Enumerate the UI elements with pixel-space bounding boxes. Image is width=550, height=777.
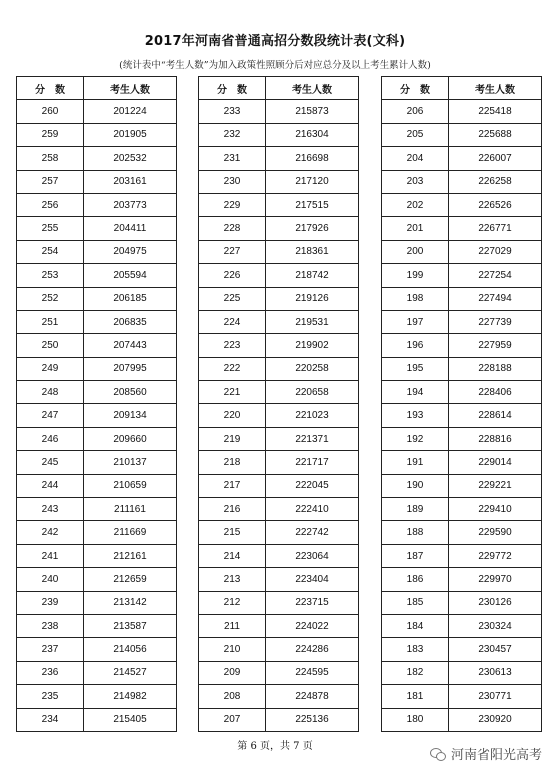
table-row (199, 147, 359, 170)
count-cell: 222045 (266, 474, 359, 497)
page-title: 2017年河南省普通高招分数段统计表(文科) (144, 34, 406, 49)
score-cell: 184 (382, 614, 449, 637)
score-cell: 226 (199, 264, 266, 287)
count-cell: 218361 (266, 240, 359, 263)
count-cell: 227494 (449, 287, 542, 310)
table-row (382, 521, 542, 544)
count-cell: 206835 (84, 310, 177, 333)
score-cell: 196 (382, 334, 449, 357)
score-cell: 231 (199, 147, 266, 170)
count-cell: 201905 (84, 123, 177, 146)
score-cell: 180 (382, 708, 449, 731)
score-cell: 198 (382, 287, 449, 310)
count-cell: 227254 (449, 264, 542, 287)
score-cell: 199 (382, 264, 449, 287)
table-row (17, 685, 177, 708)
watermark-text: 河南省阳光高考 (450, 748, 542, 763)
score-cell: 181 (382, 685, 449, 708)
table-note: (统计表中“考生人数”为加入政策性照顾分后对应总分及以上考生累计人数) (119, 60, 431, 71)
watermark (430, 744, 542, 763)
count-cell: 222410 (266, 498, 359, 521)
score-cell: 205 (382, 123, 449, 146)
count-cell: 225418 (449, 100, 542, 123)
count-cell: 210137 (84, 451, 177, 474)
count-cell: 219531 (266, 310, 359, 333)
count-cell: 219126 (266, 287, 359, 310)
table-row (199, 591, 359, 614)
count-cell: 228406 (449, 381, 542, 404)
count-cell: 203161 (84, 170, 177, 193)
count-cell: 225688 (449, 123, 542, 146)
count-cell: 227029 (449, 240, 542, 263)
score-cell: 207 (199, 708, 266, 731)
table-row (382, 614, 542, 637)
count-cell: 209660 (84, 427, 177, 450)
table-row (199, 123, 359, 146)
score-cell: 225 (199, 287, 266, 310)
score-cell: 229 (199, 193, 266, 216)
table-row (17, 638, 177, 661)
score-cell: 204 (382, 147, 449, 170)
count-cell: 210659 (84, 474, 177, 497)
score-cell: 228 (199, 217, 266, 240)
count-cell: 230457 (449, 638, 542, 661)
count-cell: 204411 (84, 217, 177, 240)
count-cell: 209134 (84, 404, 177, 427)
table-row (17, 147, 177, 170)
score-cell: 230 (199, 170, 266, 193)
count-cell: 206185 (84, 287, 177, 310)
table-row (17, 498, 177, 521)
table-row (382, 568, 542, 591)
table-row (382, 591, 542, 614)
score-cell: 256 (17, 193, 84, 216)
score-cell: 193 (382, 404, 449, 427)
score-cell: 209 (199, 661, 266, 684)
score-cell: 260 (17, 100, 84, 123)
score-cell: 194 (382, 381, 449, 404)
table-row (199, 240, 359, 263)
count-cell: 217926 (266, 217, 359, 240)
wechat-icon (430, 747, 446, 761)
score-cell: 202 (382, 193, 449, 216)
count-cell: 228614 (449, 404, 542, 427)
score-cell: 249 (17, 357, 84, 380)
score-cell: 212 (199, 591, 266, 614)
table-row (199, 451, 359, 474)
score-cell: 236 (17, 661, 84, 684)
score-cell: 216 (199, 498, 266, 521)
score-cell: 251 (17, 310, 84, 333)
table-row (382, 685, 542, 708)
score-cell: 201 (382, 217, 449, 240)
table-row (199, 614, 359, 637)
count-cell: 221717 (266, 451, 359, 474)
score-cell: 210 (199, 638, 266, 661)
count-cell: 217515 (266, 193, 359, 216)
score-cell: 200 (382, 240, 449, 263)
table-row (199, 334, 359, 357)
table-row (199, 100, 359, 123)
score-cell: 250 (17, 334, 84, 357)
score-cell: 183 (382, 638, 449, 661)
score-cell: 187 (382, 544, 449, 567)
table-row (17, 240, 177, 263)
table-row (382, 287, 542, 310)
count-cell: 219902 (266, 334, 359, 357)
table-row (17, 474, 177, 497)
table-row (199, 544, 359, 567)
count-cell: 216304 (266, 123, 359, 146)
table-row (199, 638, 359, 661)
count-cell: 221371 (266, 427, 359, 450)
table-row (17, 451, 177, 474)
table-row (199, 381, 359, 404)
score-cell: 237 (17, 638, 84, 661)
table-row (382, 240, 542, 263)
score-cell: 254 (17, 240, 84, 263)
table-row (382, 217, 542, 240)
table-row (382, 661, 542, 684)
header-score: 分 数 (17, 77, 84, 100)
score-cell: 244 (17, 474, 84, 497)
score-cell: 185 (382, 591, 449, 614)
score-cell: 215 (199, 521, 266, 544)
score-cell: 203 (382, 170, 449, 193)
table-row (17, 661, 177, 684)
count-cell: 226771 (449, 217, 542, 240)
score-cell: 247 (17, 404, 84, 427)
score-cell: 182 (382, 661, 449, 684)
count-cell: 230126 (449, 591, 542, 614)
score-cell: 241 (17, 544, 84, 567)
table-row (17, 170, 177, 193)
table-row (199, 474, 359, 497)
header-count: 考生人数 (266, 77, 359, 100)
count-cell: 222742 (266, 521, 359, 544)
count-cell: 223064 (266, 544, 359, 567)
count-cell: 207995 (84, 357, 177, 380)
count-cell: 229772 (449, 544, 542, 567)
count-cell: 221023 (266, 404, 359, 427)
count-cell: 229970 (449, 568, 542, 591)
count-cell: 212659 (84, 568, 177, 591)
count-cell: 229590 (449, 521, 542, 544)
count-cell: 215873 (266, 100, 359, 123)
table-row (17, 123, 177, 146)
count-cell: 213142 (84, 591, 177, 614)
count-cell: 218742 (266, 264, 359, 287)
table-row (17, 521, 177, 544)
score-cell: 240 (17, 568, 84, 591)
table-row (199, 498, 359, 521)
table-row (382, 147, 542, 170)
count-cell: 224595 (266, 661, 359, 684)
table-row (199, 357, 359, 380)
table-row (17, 381, 177, 404)
count-cell: 230324 (449, 614, 542, 637)
count-cell: 217120 (266, 170, 359, 193)
table-row (199, 685, 359, 708)
score-cell: 186 (382, 568, 449, 591)
table-row (199, 310, 359, 333)
table-row (382, 451, 542, 474)
score-cell: 206 (382, 100, 449, 123)
count-cell: 220258 (266, 357, 359, 380)
table-row (17, 100, 177, 123)
score-cell: 246 (17, 427, 84, 450)
count-cell: 229221 (449, 474, 542, 497)
count-cell: 229014 (449, 451, 542, 474)
count-cell: 203773 (84, 193, 177, 216)
count-cell: 224022 (266, 614, 359, 637)
table-row (382, 193, 542, 216)
count-cell: 207443 (84, 334, 177, 357)
table-row (382, 264, 542, 287)
table-row (199, 170, 359, 193)
table-row (382, 474, 542, 497)
score-cell: 253 (17, 264, 84, 287)
score-cell: 224 (199, 310, 266, 333)
count-cell: 220658 (266, 381, 359, 404)
count-cell: 205594 (84, 264, 177, 287)
header-score: 分 数 (199, 77, 266, 100)
score-cell: 233 (199, 100, 266, 123)
score-table-1 (16, 76, 177, 732)
table-row (382, 427, 542, 450)
table-row (199, 708, 359, 731)
table-row (199, 264, 359, 287)
score-cell: 217 (199, 474, 266, 497)
count-cell: 226007 (449, 147, 542, 170)
score-cell: 238 (17, 614, 84, 637)
table-row (17, 568, 177, 591)
table-row (382, 123, 542, 146)
table-row (199, 404, 359, 427)
score-cell: 227 (199, 240, 266, 263)
count-cell: 226526 (449, 193, 542, 216)
count-cell: 215405 (84, 708, 177, 731)
score-cell: 189 (382, 498, 449, 521)
score-table-2 (198, 76, 359, 732)
count-cell: 211669 (84, 521, 177, 544)
count-cell: 225136 (266, 708, 359, 731)
count-cell: 208560 (84, 381, 177, 404)
score-cell: 258 (17, 147, 84, 170)
header-count: 考生人数 (84, 77, 177, 100)
count-cell: 213587 (84, 614, 177, 637)
header-score: 分 数 (382, 77, 449, 100)
score-cell: 191 (382, 451, 449, 474)
page-footer: 第 6 页，共 7 页 (237, 741, 313, 752)
score-cell: 219 (199, 427, 266, 450)
score-cell: 208 (199, 685, 266, 708)
score-cell: 257 (17, 170, 84, 193)
table-row (382, 357, 542, 380)
table-row (382, 100, 542, 123)
score-cell: 248 (17, 381, 84, 404)
count-cell: 201224 (84, 100, 177, 123)
count-cell: 226258 (449, 170, 542, 193)
count-cell: 228188 (449, 357, 542, 380)
table-row (382, 310, 542, 333)
table-row (17, 334, 177, 357)
count-cell: 204975 (84, 240, 177, 263)
table-row (17, 591, 177, 614)
score-cell: 221 (199, 381, 266, 404)
score-cell: 192 (382, 427, 449, 450)
table-row (199, 193, 359, 216)
score-cell: 239 (17, 591, 84, 614)
score-cell: 220 (199, 404, 266, 427)
count-cell: 230613 (449, 661, 542, 684)
count-cell: 214527 (84, 661, 177, 684)
table-row (382, 544, 542, 567)
count-cell: 230920 (449, 708, 542, 731)
count-cell: 223715 (266, 591, 359, 614)
table-row (382, 708, 542, 731)
score-cell: 234 (17, 708, 84, 731)
table-row (17, 357, 177, 380)
table-row (17, 287, 177, 310)
table-row (199, 217, 359, 240)
score-cell: 195 (382, 357, 449, 380)
count-cell: 212161 (84, 544, 177, 567)
score-cell: 243 (17, 498, 84, 521)
score-cell: 223 (199, 334, 266, 357)
table-row (17, 193, 177, 216)
score-cell: 190 (382, 474, 449, 497)
table-row (17, 427, 177, 450)
table-row (382, 334, 542, 357)
table-row (382, 638, 542, 661)
table-row (382, 381, 542, 404)
table-row (17, 404, 177, 427)
count-cell: 228816 (449, 427, 542, 450)
table-row (199, 568, 359, 591)
count-cell: 227739 (449, 310, 542, 333)
table-row (382, 170, 542, 193)
table-row (199, 427, 359, 450)
score-cell: 218 (199, 451, 266, 474)
count-cell: 211161 (84, 498, 177, 521)
count-cell: 224878 (266, 685, 359, 708)
table-row (17, 310, 177, 333)
score-cell: 197 (382, 310, 449, 333)
count-cell: 224286 (266, 638, 359, 661)
count-cell: 214056 (84, 638, 177, 661)
score-cell: 214 (199, 544, 266, 567)
score-cell: 222 (199, 357, 266, 380)
count-cell: 223404 (266, 568, 359, 591)
score-cell: 232 (199, 123, 266, 146)
table-row (17, 544, 177, 567)
count-cell: 229410 (449, 498, 542, 521)
table-row (382, 404, 542, 427)
score-cell: 255 (17, 217, 84, 240)
count-cell: 227959 (449, 334, 542, 357)
score-cell: 259 (17, 123, 84, 146)
score-cell: 211 (199, 614, 266, 637)
table-row (17, 264, 177, 287)
count-cell: 202532 (84, 147, 177, 170)
count-cell: 214982 (84, 685, 177, 708)
score-table-3 (381, 76, 542, 732)
table-row (17, 614, 177, 637)
table-row (382, 498, 542, 521)
table-row (199, 521, 359, 544)
header-count: 考生人数 (449, 77, 542, 100)
table-row (199, 661, 359, 684)
count-cell: 216698 (266, 147, 359, 170)
score-cell: 213 (199, 568, 266, 591)
score-cell: 235 (17, 685, 84, 708)
table-row (17, 217, 177, 240)
score-cell: 242 (17, 521, 84, 544)
score-cell: 188 (382, 521, 449, 544)
table-row (17, 708, 177, 731)
score-cell: 252 (17, 287, 84, 310)
table-row (199, 287, 359, 310)
score-cell: 245 (17, 451, 84, 474)
count-cell: 230771 (449, 685, 542, 708)
